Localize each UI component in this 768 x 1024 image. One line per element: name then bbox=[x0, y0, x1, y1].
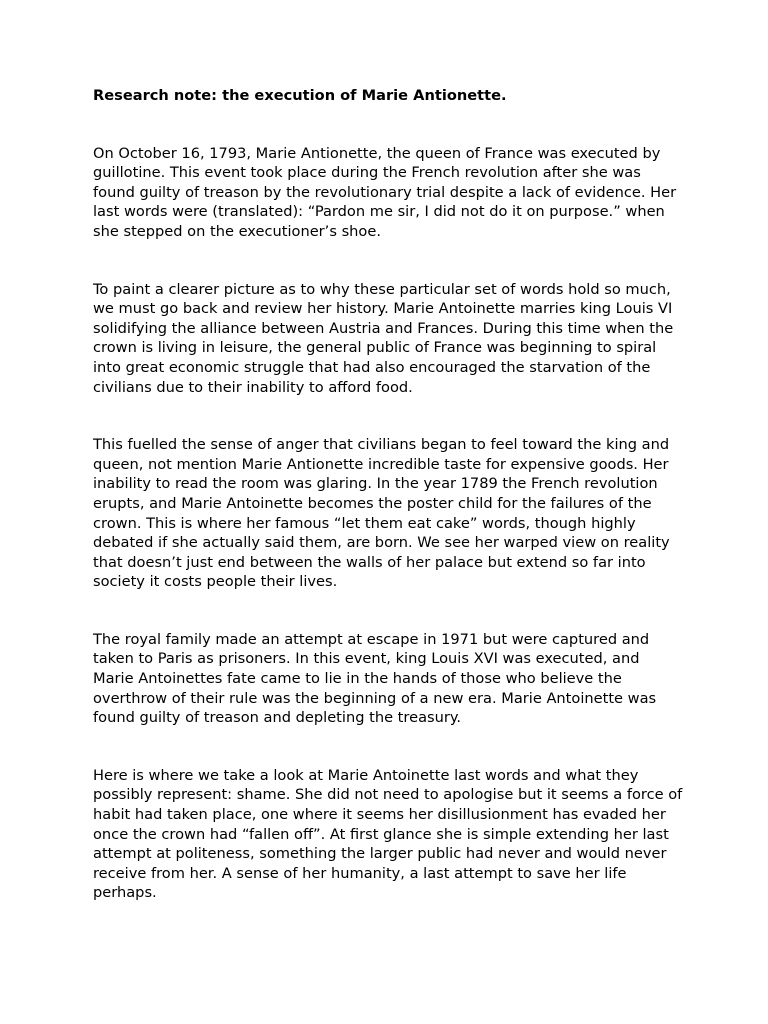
paragraph-1: On October 16, 1793, Marie Antionette, the queen of France was executed by guillotine. This event took place during the French revolution after she was found guilty of treason by the revolutionary trial despite a lack of evidence. Her last words were (translated): “Pardon me sir, I did not do it on purpose.” when she stepped on the executioner’s shoe. bbox=[93, 144, 677, 240]
paragraph-3: This fuelled the sense of anger that civilians began to feel toward the king and queen, not mention Marie Antionette incredible taste for expensive goods. Her inability to read the room was glaring. In the year 1789 the French revolution erupts, and Marie Antoinette becomes the poster child for the failures of the crown. This is where her famous “let them eat cake” words, though highly debated if she actually said them, are born. We see her warped view on reality that doesn’t just end between the walls of her palace but extend so far into society it costs people their lives. bbox=[93, 436, 670, 591]
paragraph-2: To paint a clearer picture as to why these particular set of words hold so much, we must go back and review her history. Marie Antoinette marries king Louis VI solidifying the alliance between Austria and Frances. During this time when the crown is living in leisure, the general public of France was beginning to spiral into great economic struggle that had also encouraged the starvation of the civilians due to their inability to afford food. bbox=[93, 280, 674, 396]
paragraph-5: Here is where we take a look at Marie Antoinette last words and what they possibly represent: shame. She did not need to apologise but it seems a force of habit had taken place, one where it seems her disillusionment has evaded her once the crown had “fallen off”. At first glance she is simple extending her last attempt at politeness, something the larger public had never and would never receive from her. A sense of her humanity, a last attempt to save her life perhaps. bbox=[93, 766, 683, 902]
paragraph-4: The royal family made an attempt at escape in 1971 but were captured and taken to Paris as prisoners. In this event, king Louis XVI was executed, and Marie Antoinettes fate came to lie in the hands of those who believe the overthrow of their rule was the beginning of a new era. Marie Antoinette was found guilty of treason and depleting the treasury. bbox=[93, 630, 657, 727]
document-title: Research note: the execution of Marie Antionette. bbox=[93, 87, 507, 104]
document-body bbox=[93, 86, 683, 903]
